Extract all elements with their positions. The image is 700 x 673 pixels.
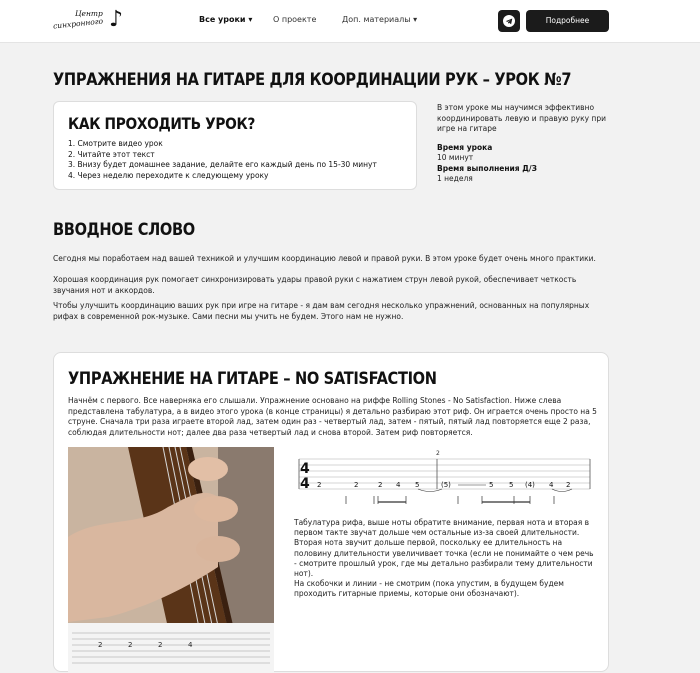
tab-fret-number: 2 — [378, 481, 383, 489]
logo-text-line1: Центр — [75, 9, 103, 18]
tab-fret-number: (4) — [525, 481, 535, 489]
page-title: УПРАЖНЕНИЯ НА ГИТАРЕ ДЛЯ КООРДИНАЦИИ РУК – УРОК №7 — [53, 70, 572, 90]
howto-step: 3. Внизу будет домашнее задание, делайте его каждый день по 15-30 минут — [68, 160, 377, 169]
tab-fret-number: 2 — [354, 481, 359, 489]
howto-step: 2. Читайте этот текст — [68, 149, 155, 159]
howto-step: 1. Смотрите видео урок — [68, 139, 163, 148]
time-signature-top: 4 — [300, 461, 310, 477]
nav-extra-materials[interactable]: Доп. материалы ▾ — [342, 15, 418, 24]
duration-value: 10 минут — [437, 153, 474, 162]
lesson-description: В этом уроке мы научимся эффективно координировать левую и правую руку при игре на гитаре — [437, 103, 606, 133]
duration-label: Время урока — [437, 142, 493, 152]
exercise-card — [53, 352, 609, 672]
tab-fret-number: 4 — [396, 481, 401, 489]
tab-fret-number: (5) — [441, 481, 451, 489]
tab-fret-number: 5 — [509, 481, 514, 489]
nav-all-lessons[interactable]: Все уроки ▾ — [199, 15, 253, 24]
intro-paragraph: Сегодня мы поработаем над вашей техникой и улучшим координацию левой и правой руки. В этом уроке будет очень много практики. — [53, 254, 596, 263]
tab-fret-number: 2 — [128, 641, 133, 649]
tab-fret-number: 2 — [98, 641, 103, 649]
howto-card — [53, 101, 417, 190]
howto-steps — [68, 139, 377, 181]
site-header — [0, 0, 700, 43]
tablature-note: Табулатура рифа, выше ноты обратите внимание, первая нота и вторая в первом такте звучат дольше чем остальные из-за своей длительности. Вторая нота звучит дольше первой, поскольку ее длительность на половину длительности увеличивает точка (если не понимайте о чем речь - смотрите прошлый урок, где мы детально разбирали тему длительности нот). — [294, 518, 594, 579]
tab-fret-number: 2 — [436, 450, 440, 457]
tab-fret-number: 4 — [188, 641, 193, 649]
exercise-title: УПРАЖНЕНИЕ НА ГИТАРЕ – NO SATISFACTION — [68, 369, 437, 389]
riff-tablature — [294, 448, 594, 513]
site-logo[interactable] — [53, 9, 133, 35]
tab-fret-number: 5 — [415, 481, 420, 489]
lesson-video[interactable] — [68, 447, 274, 673]
intro-title: ВВОДНОЕ СЛОВО — [53, 220, 195, 240]
logo-text-line2: синхронного — [52, 16, 104, 31]
more-details-button[interactable]: Подробнее — [526, 10, 609, 32]
homework-value: 1 неделя — [437, 174, 473, 183]
tab-fret-number: 4 — [549, 481, 554, 489]
telegram-button[interactable] — [498, 10, 520, 32]
tab-fret-number: 2 — [317, 481, 322, 489]
exercise-text: Начнём с первого. Все наверняка его слышали. Упражнение основано на риффе Rolling Stones - No Satisfaction. Ниже слева представлена табулатура, а в видео этого урока (в конце страницы) я детально разбираю этот риф. Он играется очень просто на 5 струне. Сначала три раза играете второй лад, затем один раз - четвертый лад, затем - пятый, пятый лад повторяется еще 2 раза, соблюдая длительности нот; далее два раза четвертый лад и снова второй. Затем риф повторяется. — [68, 396, 597, 437]
homework-label: Время выполнения Д/З — [437, 163, 537, 173]
tab-fret-number: 5 — [489, 481, 494, 489]
intro-paragraph: Чтобы улучшить координацию ваших рук при игре на гитаре - я дам вам сегодня несколько упражнений, основанных на популярных рифах в современной рок-музыке. Сами песни мы учить не будем. Этого нам не нужно. — [53, 301, 590, 321]
music-note-icon: ♪ — [109, 7, 124, 32]
guitar-fretboard-image — [68, 447, 274, 673]
howto-title: КАК ПРОХОДИТЬ УРОК? — [68, 114, 256, 133]
tab-fret-number: 2 — [566, 481, 571, 489]
telegram-icon — [498, 10, 520, 32]
tablature-explanation — [294, 518, 594, 600]
tab-fret-number: 2 — [158, 641, 163, 649]
nav-about[interactable]: О проекте — [273, 15, 317, 24]
lesson-info — [437, 103, 617, 185]
time-signature-bottom: 4 — [300, 476, 310, 492]
tablature-note: На скобочки и линии - не смотрим (пока упустим, в будущем будем проходить гитарные приемы, которые они обозначают). — [294, 579, 564, 599]
howto-step: 4. Через неделю переходите к следующему уроку — [68, 170, 269, 180]
intro-paragraph: Хорошая координация рук помогает синхронизировать удары правой руки с нажатием струн левой рукой, обеспечивает четкость звучания нот и аккордов. — [53, 275, 577, 295]
